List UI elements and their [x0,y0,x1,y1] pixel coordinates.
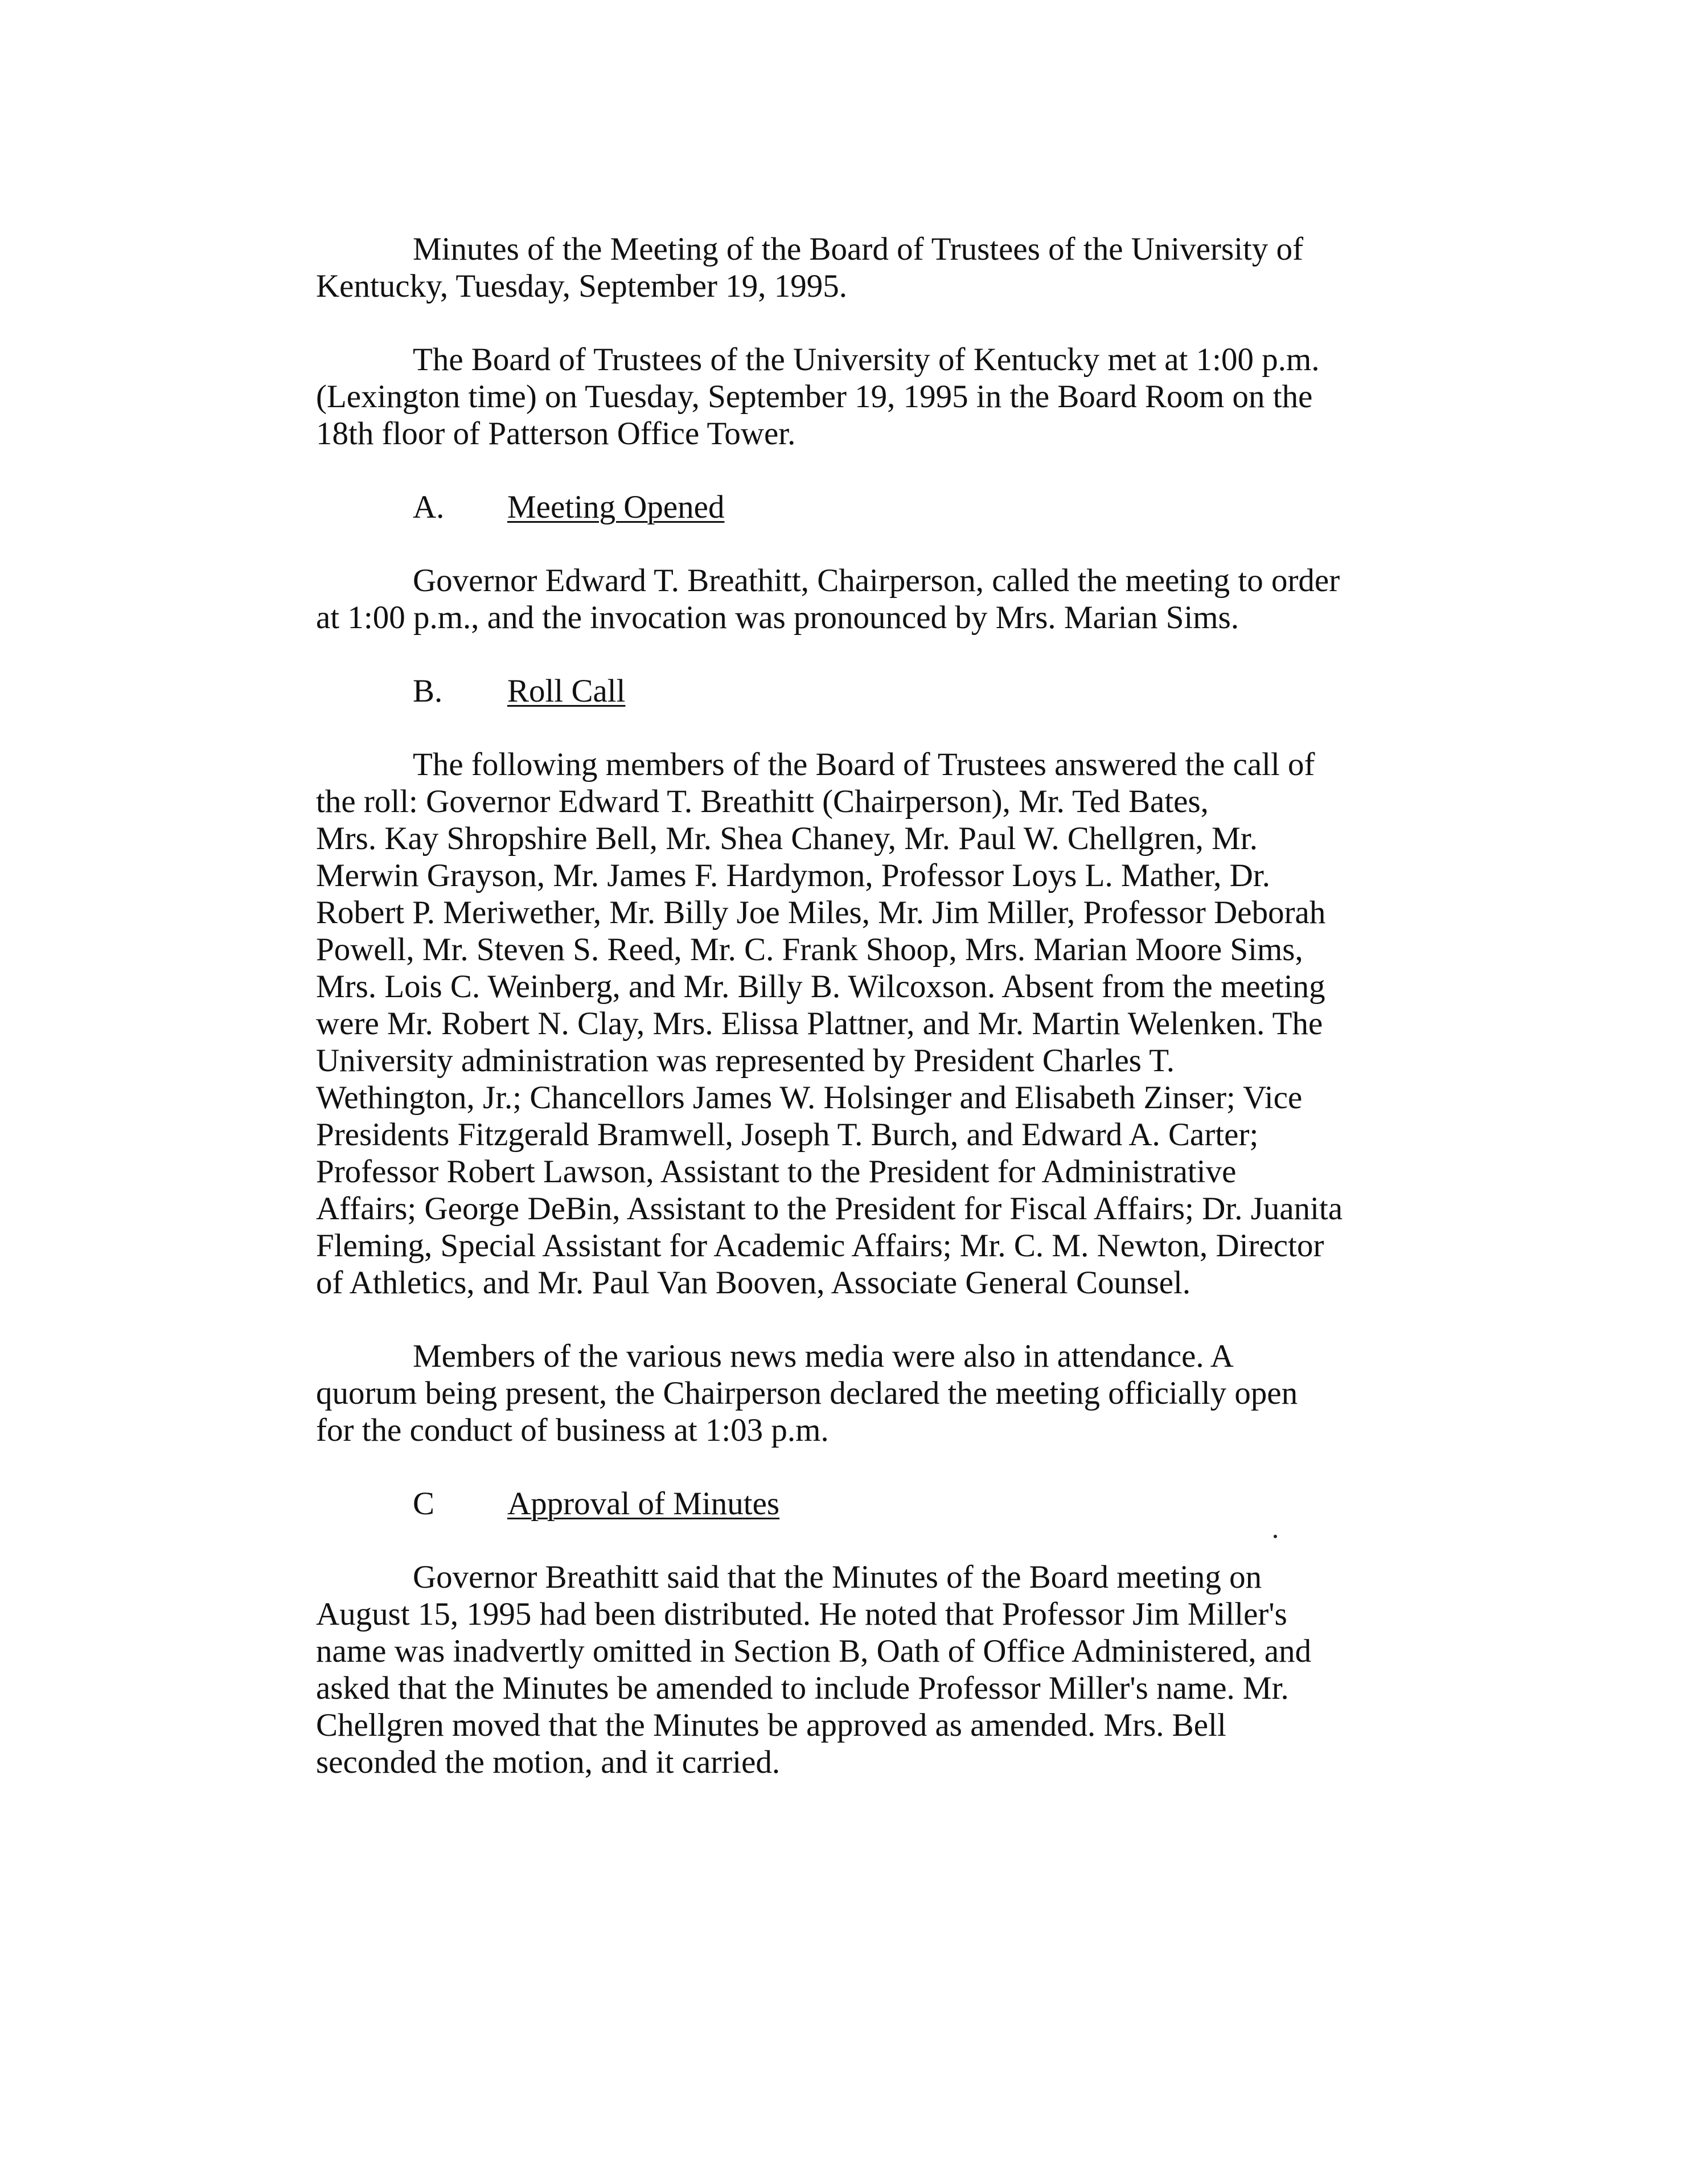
meeting-opened-paragraph: Governor Edward T. Breathitt, Chairperson, called the meeting to order at 1:00 p.m., and the invocation was pronounced by Mrs. Marian Sims. [316,563,1340,636]
quorum-paragraph: Members of the various news media were also in attendance. A quorum being present, the Chairperson declared the meeting officially open for the conduct of business at 1:03 p.m. [316,1338,1298,1448]
section-letter: B. [413,673,443,709]
meeting-place-paragraph: The Board of Trustees of the University of Kentucky met at 1:00 p.m. (Lexington time) on Tuesday, September 19, 1995 in the Board Room on the 18th floor of Patterson Office Tower. [316,342,1320,452]
section-letter: A. [413,489,445,525]
section-title: Meeting Opened [507,489,725,525]
approval-of-minutes-paragraph: Governor Breathitt said that the Minutes of the Board meeting on August 15, 1995 had been distributed. He noted that Professor Jim Miller's name was inadvertly omitted in Section B, Oath of Office Administered, and asked that the Minutes be amended to include Professor Miller's name. Mr. Chellgren moved that the Minutes be approved as amended. Mrs. Bell seconded the motion, and it carried. [316,1559,1312,1780]
section-letter: C [413,1486,435,1522]
roll-call-paragraph: The following members of the Board of Trustees answered the call of the roll: Governor Edward T. Breathitt (Chairperson), Mr. Ted Bates, Mrs. Kay Shropshire Bell, Mr. Shea Chaney, Mr. Paul W. Chellgren, Mr. Merwin Grayson, Mr. James F. Hardymon, Professor Loys L. Mather, Dr. Robert P. Meriwether, Mr. Billy Joe Miles, Mr. Jim Miller, Professor Deborah Powell, Mr. Steven S. Reed, Mr. C. Frank Shoop, Mrs. Marian Moore Sims, Mrs. Lois C. Weinberg, and Mr. Billy B. Wilcoxson. Absent from the meeting were Mr. Robert N. Clay, Mrs. Elissa Plattner, and Mr. Martin Welenken. The University administration was represented by President Charles T. Wethington, Jr.; Chancellors James W. Holsinger and Elisabeth Zinser; Vice Presidents Fitzgerald Bramwell, Joseph T. Burch, and Edward A. Carter; Professor Robert Lawson, Assistant to the President for Administrative Affairs; George DeBin, Assistant to the President for Fiscal Affairs; Dr. Juanita Fleming, Special Assistant for Academic Affairs; Mr. C. M. Newton, Director of Athletics, and Mr. Paul Van Booven, Associate General Counsel. [316,747,1343,1301]
scan-speck [1274,1535,1277,1538]
minutes-title-paragraph: Minutes of the Meeting of the Board of Trustees of the University of Kentucky, Tuesday, September 19, 1995. [316,231,1304,304]
section-heading-meeting-opened [316,489,1449,526]
section-heading-roll-call [316,673,1449,710]
minutes-body [316,231,1449,1817]
section-title: Roll Call [507,673,626,709]
section-title: Approval of Minutes [507,1486,780,1522]
section-heading-approval-of-minutes [316,1485,1449,1522]
